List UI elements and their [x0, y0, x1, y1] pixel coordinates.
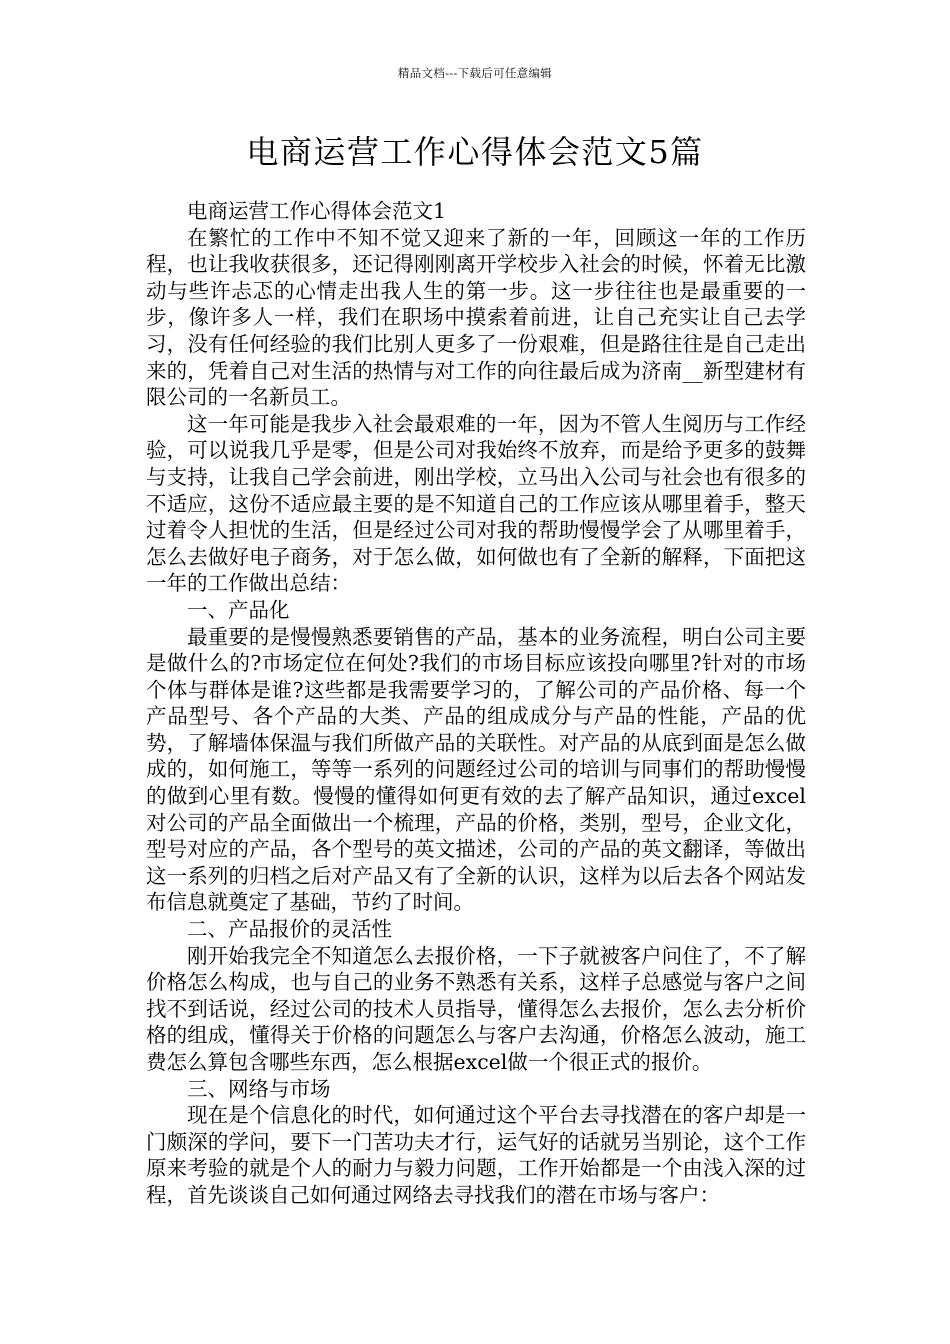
- section-heading-productization: 一、产品化: [187, 597, 290, 622]
- body-paragraph: 在繁忙的工作中不知不觉又迎来了新的一年，回顾这一年的工作历程，也让我收获很多，还记得刚刚离开学校步入社会的时候，怀着无比激动与些许忐忑的心情走出我人生的第一步。这一步往往也是最重要的一步，像许多人一样，我们在职场中摸索着前进，让自己充实让自己去学习，没有任何经验的我们比别人更多了一份艰难，但是路往往是自己走出来的，凭着自己对生活的热情与对工作的向往最后成为济南__新型建材有限公司的一名新员工。: [146, 225, 806, 410]
- body-paragraph: 这一年可能是我步入社会最艰难的一年，因为不管人生阅历与工作经验，可以说我几乎是零，但是公司对我始终不放弃，而是给予更多的鼓舞与支持，让我自己学会前进，刚出学校，立马出入公司与社会也有很多的不适应，这份不适应最主要的是不知道自己的工作应该从哪里着手，整天过着令人担忧的生活，但是经过公司对我的帮助慢慢学会了从哪里着手，怎么去做好电子商务，对于怎么做，如何做也有了全新的解释，下面把这一年的工作做出总结：: [146, 411, 806, 596]
- document-body: [146, 198, 806, 1209]
- section-heading-pricing: 二、产品报价的灵活性: [187, 917, 392, 942]
- section-heading-network-market: 三、网络与市场: [187, 1076, 331, 1101]
- body-paragraph: 最重要的是慢慢熟悉要销售的产品，基本的业务流程，明白公司主要是做什么的?市场定位在何处?我们的市场目标应该投向哪里?针对的市场个体与群体是谁?这些都是我需要学习的，了解公司的产品价格、每一个产品型号、各个产品的大类、产品的组成成分与产品的性能，产品的优势，了解墙体保温与我们所做产品的关联性。对产品的从底到面是怎么做成的，如何施工，等等一系列的问题经过公司的培训与同事们的帮助慢慢的做到心里有数。慢慢的懂得如何更有效的去了解产品知识，通过excel对公司的产品全面做出一个梳理，产品的价格，类别，型号，企业文化，型号对应的产品，各个型号的英文描述，公司的产品的英文翻译，等做出这一系列的归档之后对产品又有了全新的认识，这样为以后去各个网站发布信息就奠定了基础，节约了时间。: [146, 624, 806, 915]
- header-note: 精品文档---下载后可任意编辑: [397, 66, 553, 80]
- body-paragraph: 刚开始我完全不知道怎么去报价格，一下子就被客户问住了，不了解价格怎么构成，也与自己的业务不熟悉有关系，这样子总感觉与客户之间找不到话说，经过公司的技术人员指导，懂得怎么去报价，怎么去分析价格的组成，懂得关于价格的问题怎么与客户去沟通，价格怎么波动，施工费怎么算包含哪些东西，怎么根据excel做一个很正式的报价。: [146, 943, 806, 1074]
- section-heading-essay-1: 电商运营工作心得体会范文1: [187, 199, 447, 223]
- document-title: 电商运营工作心得体会范文5篇: [246, 133, 704, 171]
- body-paragraph: 现在是个信息化的时代，如何通过这个平台去寻找潜在的客户却是一门颇深的学问，要下一门苦功夫才行，运气好的话就另当别论，这个工作原来考验的就是个人的耐力与毅力问题，工作开始都是一个由浅入深的过程，首先谈谈自己如何通过网络去寻找我们的潜在市场与客户：: [146, 1103, 806, 1207]
